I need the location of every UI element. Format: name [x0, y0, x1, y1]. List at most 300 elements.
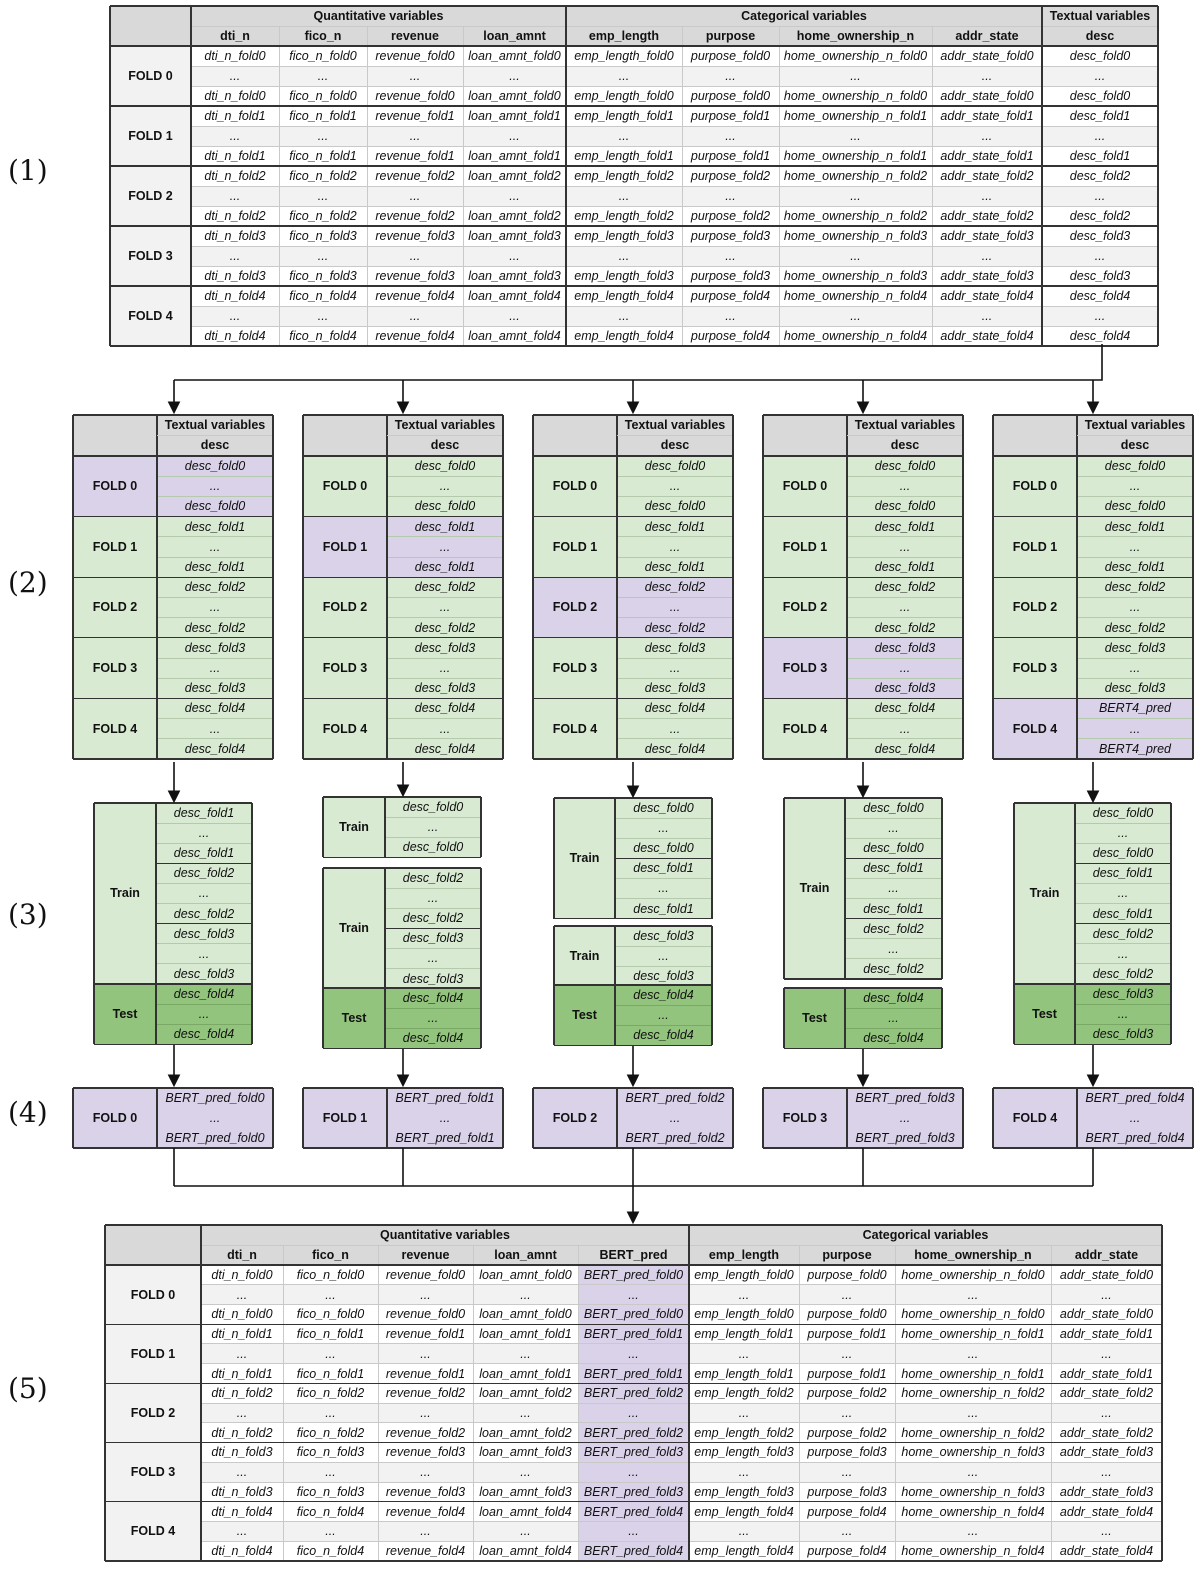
data-cell: dti_n_fold2: [201, 1423, 283, 1443]
desc-cell: desc_fold4: [615, 985, 712, 1005]
data-cell: loan_amnt_fold4: [463, 326, 566, 346]
ellipsis-cell: ...: [578, 1344, 689, 1364]
data-cell: fico_n_fold4: [279, 286, 367, 306]
fold-label: FOLD 4: [110, 286, 191, 346]
data-cell: addr_state_fold2: [932, 206, 1042, 226]
step-label: (1): [8, 154, 48, 187]
data-cell: addr_state_fold1: [1051, 1364, 1162, 1384]
ellipsis-cell: ...: [191, 126, 279, 146]
desc-cell: desc_fold3: [847, 678, 963, 698]
ellipsis-cell: ...: [799, 1403, 895, 1423]
ellipsis-cell: ...: [156, 944, 252, 964]
data-cell: emp_length_fold4: [689, 1541, 799, 1561]
fold-label: FOLD 1: [993, 517, 1077, 578]
desc-cell: desc_fold4: [387, 739, 503, 759]
data-cell: BERT_pred_fold4: [578, 1502, 689, 1522]
desc-cell: desc_fold3: [387, 638, 503, 658]
data-cell: fico_n_fold3: [283, 1482, 378, 1502]
data-cell: loan_amnt_fold0: [463, 86, 566, 106]
desc-cell: desc_fold0: [387, 456, 503, 476]
desc-cell: desc_fold2: [387, 618, 503, 638]
column-header: revenue: [378, 1245, 473, 1265]
ellipsis-cell: ...: [463, 306, 566, 326]
data-cell: revenue_fold3: [367, 226, 463, 246]
desc-cell: desc_fold0: [385, 837, 481, 857]
desc-cell: desc_fold4: [615, 1025, 712, 1045]
desc-cell: desc_fold3: [617, 638, 733, 658]
desc-cell: desc_fold3: [157, 638, 273, 658]
desc-cell: desc_fold4: [157, 739, 273, 759]
data-cell: revenue_fold4: [367, 326, 463, 346]
data-cell: emp_length_fold4: [566, 326, 682, 346]
desc-cell: desc_fold0: [1075, 803, 1171, 823]
data-cell: fico_n_fold0: [283, 1304, 378, 1324]
fold-label: FOLD 0: [993, 456, 1077, 517]
fold-label-holdout: FOLD 3: [763, 638, 847, 699]
desc-cell: desc_fold2: [617, 577, 733, 597]
fold-label: FOLD 4: [993, 1088, 1077, 1148]
data-cell: loan_amnt_fold4: [463, 286, 566, 306]
data-cell: revenue_fold4: [378, 1541, 473, 1561]
ellipsis-cell: ...: [157, 597, 273, 617]
ellipsis-cell: ...: [279, 126, 367, 146]
desc-cell: desc_fold3: [156, 924, 252, 944]
fold-label: FOLD 0: [303, 456, 387, 517]
fold-label: FOLD 4: [533, 698, 617, 759]
ellipsis-cell: ...: [201, 1285, 283, 1305]
ellipsis-cell: ...: [387, 658, 503, 678]
data-cell: emp_length_fold3: [566, 266, 682, 286]
data-cell: revenue_fold1: [367, 146, 463, 166]
ellipsis-cell: ...: [191, 186, 279, 206]
ellipsis-cell: ...: [201, 1521, 283, 1541]
ellipsis-cell: ...: [895, 1462, 1051, 1482]
ellipsis-cell: ...: [689, 1521, 799, 1541]
data-cell: emp_length_fold2: [689, 1423, 799, 1443]
fold-label-holdout: FOLD 0: [73, 456, 157, 517]
fold-label: FOLD 1: [105, 1324, 201, 1383]
data-cell: home_ownership_n_fold1: [895, 1364, 1051, 1384]
data-cell: purpose_fold1: [682, 106, 779, 126]
ellipsis-cell: ...: [378, 1403, 473, 1423]
ellipsis-cell: ...: [932, 66, 1042, 86]
desc-cell: desc_fold1: [156, 803, 252, 823]
fold-label-holdout: FOLD 2: [533, 577, 617, 638]
data-cell: revenue_fold2: [378, 1383, 473, 1403]
data-cell: dti_n_fold4: [201, 1541, 283, 1561]
data-cell: loan_amnt_fold3: [473, 1443, 578, 1463]
data-cell: fico_n_fold2: [279, 166, 367, 186]
data-cell: home_ownership_n_fold4: [779, 286, 932, 306]
ellipsis-cell: ...: [1077, 476, 1193, 496]
data-cell: loan_amnt_fold0: [473, 1304, 578, 1324]
data-cell: addr_state_fold0: [1051, 1265, 1162, 1285]
data-cell: home_ownership_n_fold1: [779, 106, 932, 126]
data-cell: dti_n_fold3: [191, 266, 279, 286]
ellipsis-cell: ...: [682, 186, 779, 206]
data-cell: loan_amnt_fold3: [463, 226, 566, 246]
data-cell: purpose_fold3: [682, 266, 779, 286]
ellipsis-cell: ...: [578, 1403, 689, 1423]
desc-cell: desc_fold0: [847, 496, 963, 516]
data-cell: fico_n_fold3: [279, 226, 367, 246]
desc-cell: desc_fold1: [617, 517, 733, 537]
ellipsis-cell: ...: [367, 126, 463, 146]
desc-cell: desc_fold4: [387, 698, 503, 718]
ellipsis-cell: ...: [1077, 537, 1193, 557]
data-cell: BERT_pred_fold2: [578, 1383, 689, 1403]
ellipsis-cell: ...: [845, 1008, 942, 1028]
ellipsis-cell: ...: [615, 946, 712, 966]
group-header: Categorical variables: [566, 6, 1042, 26]
data-cell: loan_amnt_fold2: [463, 206, 566, 226]
data-cell: addr_state_fold3: [1051, 1443, 1162, 1463]
ellipsis-cell: ...: [895, 1285, 1051, 1305]
data-cell: revenue_fold2: [367, 166, 463, 186]
fold-label: FOLD 0: [73, 1088, 157, 1148]
data-cell: BERT_pred_fold0: [578, 1304, 689, 1324]
data-cell: fico_n_fold4: [283, 1502, 378, 1522]
data-cell: purpose_fold0: [682, 86, 779, 106]
data-cell: purpose_fold1: [799, 1324, 895, 1344]
group-header: Textual variables: [847, 415, 963, 435]
data-cell: emp_length_fold1: [689, 1364, 799, 1384]
ellipsis-cell: ...: [845, 878, 942, 898]
bert-pred-cell: BERT_pred_fold0: [157, 1128, 273, 1148]
ellipsis-cell: ...: [473, 1521, 578, 1541]
desc-cell: desc_fold3: [1075, 984, 1171, 1004]
bert-pred-cell: BERT_pred_fold2: [617, 1088, 733, 1108]
ellipsis-cell: ...: [1051, 1462, 1162, 1482]
column-header: fico_n: [283, 1245, 378, 1265]
data-cell: addr_state_fold4: [1051, 1502, 1162, 1522]
group-header: Quantitative variables: [191, 6, 566, 26]
ellipsis-cell: ...: [157, 537, 273, 557]
ellipsis-cell: ...: [1077, 1108, 1193, 1128]
ellipsis-cell: ...: [191, 306, 279, 326]
desc-cell: desc_fold0: [845, 798, 942, 818]
data-cell: emp_length_fold3: [689, 1443, 799, 1463]
data-cell: emp_length_fold1: [566, 106, 682, 126]
data-cell: home_ownership_n_fold2: [895, 1423, 1051, 1443]
column-header: loan_amnt: [473, 1245, 578, 1265]
ellipsis-cell: ...: [279, 306, 367, 326]
desc-cell: desc_fold2: [1077, 618, 1193, 638]
ellipsis-cell: ...: [895, 1403, 1051, 1423]
desc-cell: desc_fold0: [157, 496, 273, 516]
ellipsis-cell: ...: [779, 126, 932, 146]
desc-cell: desc_fold4: [617, 698, 733, 718]
ellipsis-cell: ...: [387, 719, 503, 739]
desc-cell: desc_fold3: [385, 969, 481, 989]
ellipsis-cell: ...: [367, 246, 463, 266]
data-cell: fico_n_fold0: [279, 86, 367, 106]
data-cell: addr_state_fold3: [932, 266, 1042, 286]
desc-cell: desc_fold4: [385, 1028, 481, 1048]
ellipsis-cell: ...: [157, 719, 273, 739]
desc-cell: desc_fold3: [847, 638, 963, 658]
data-cell: loan_amnt_fold0: [463, 46, 566, 66]
bert-pred-cell: BERT_pred_fold2: [617, 1128, 733, 1148]
column-header: desc: [617, 435, 733, 455]
group-header: Textual variables: [1077, 415, 1193, 435]
ellipsis-cell: ...: [156, 823, 252, 843]
desc-cell: desc_fold1: [847, 517, 963, 537]
train-block: Train: [323, 868, 385, 989]
ellipsis-cell: ...: [682, 66, 779, 86]
data-cell: addr_state_fold3: [932, 226, 1042, 246]
ellipsis-cell: ...: [463, 66, 566, 86]
column-header: loan_amnt: [463, 26, 566, 46]
fold-label: FOLD 3: [73, 638, 157, 699]
data-cell: dti_n_fold2: [191, 166, 279, 186]
group-header: Quantitative variables: [201, 1225, 689, 1245]
ellipsis-cell: ...: [378, 1521, 473, 1541]
desc-cell: desc_fold2: [847, 577, 963, 597]
ellipsis-cell: ...: [779, 186, 932, 206]
step-label: (3): [8, 898, 48, 931]
data-cell: fico_n_fold2: [283, 1383, 378, 1403]
ellipsis-cell: ...: [689, 1344, 799, 1364]
desc-cell: desc_fold2: [156, 904, 252, 924]
desc-cell: desc_fold1: [617, 557, 733, 577]
column-header: desc: [387, 435, 503, 455]
test-block: Test: [784, 988, 845, 1048]
desc-cell: desc_fold1: [156, 843, 252, 863]
data-cell: desc_fold3: [1042, 226, 1158, 246]
data-cell: fico_n_fold4: [279, 326, 367, 346]
desc-cell: desc_fold0: [157, 456, 273, 476]
data-cell: loan_amnt_fold1: [463, 106, 566, 126]
column-header: emp_length: [689, 1245, 799, 1265]
data-cell: purpose_fold1: [682, 146, 779, 166]
desc-cell: desc_fold2: [1075, 924, 1171, 944]
data-cell: fico_n_fold1: [283, 1324, 378, 1344]
fold-label: FOLD 3: [993, 638, 1077, 699]
desc-cell: desc_fold2: [847, 618, 963, 638]
train-block: Train: [1014, 803, 1075, 984]
ellipsis-cell: ...: [932, 186, 1042, 206]
ellipsis-cell: ...: [799, 1462, 895, 1482]
desc-cell: desc_fold3: [385, 928, 481, 948]
data-cell: revenue_fold0: [378, 1304, 473, 1324]
desc-cell: desc_fold3: [157, 678, 273, 698]
data-cell: fico_n_fold3: [283, 1443, 378, 1463]
data-cell: addr_state_fold2: [932, 166, 1042, 186]
data-cell: loan_amnt_fold2: [473, 1423, 578, 1443]
ellipsis-cell: ...: [463, 246, 566, 266]
data-cell: home_ownership_n_fold0: [895, 1304, 1051, 1324]
column-header: fico_n: [279, 26, 367, 46]
desc-cell: desc_fold1: [1075, 904, 1171, 924]
ellipsis-cell: ...: [387, 597, 503, 617]
data-cell: addr_state_fold1: [932, 106, 1042, 126]
bert-pred-cell: BERT_pred_fold4: [1077, 1128, 1193, 1148]
fold-label: FOLD 1: [763, 517, 847, 578]
ellipsis-cell: ...: [682, 246, 779, 266]
ellipsis-cell: ...: [566, 246, 682, 266]
desc-cell: desc_fold0: [385, 797, 481, 817]
ellipsis-cell: ...: [387, 537, 503, 557]
ellipsis-cell: ...: [617, 476, 733, 496]
fold-label: FOLD 0: [105, 1265, 201, 1324]
ellipsis-cell: ...: [283, 1285, 378, 1305]
data-cell: home_ownership_n_fold3: [895, 1482, 1051, 1502]
data-cell: emp_length_fold0: [566, 46, 682, 66]
fold-label: FOLD 1: [73, 517, 157, 578]
fold-label: FOLD 2: [303, 577, 387, 638]
ellipsis-cell: ...: [566, 66, 682, 86]
column-header: purpose: [682, 26, 779, 46]
desc-cell: desc_fold3: [1077, 638, 1193, 658]
data-cell: purpose_fold3: [799, 1482, 895, 1502]
data-cell: purpose_fold1: [799, 1364, 895, 1384]
ellipsis-cell: ...: [1051, 1521, 1162, 1541]
data-cell: home_ownership_n_fold4: [895, 1502, 1051, 1522]
data-cell: loan_amnt_fold2: [473, 1383, 578, 1403]
data-cell: BERT_pred_fold2: [578, 1423, 689, 1443]
desc-cell: desc_fold3: [615, 966, 712, 986]
ellipsis-cell: ...: [895, 1344, 1051, 1364]
ellipsis-cell: ...: [847, 658, 963, 678]
desc-cell: desc_fold2: [387, 577, 503, 597]
data-cell: BERT_pred_fold3: [578, 1482, 689, 1502]
data-cell: home_ownership_n_fold4: [895, 1541, 1051, 1561]
data-cell: dti_n_fold3: [191, 226, 279, 246]
desc-cell: desc_fold0: [847, 456, 963, 476]
data-cell: home_ownership_n_fold4: [779, 326, 932, 346]
ellipsis-cell: ...: [682, 126, 779, 146]
data-cell: desc_fold2: [1042, 206, 1158, 226]
desc-cell: desc_fold1: [157, 517, 273, 537]
step-label: (2): [8, 566, 48, 599]
ellipsis-cell: ...: [847, 476, 963, 496]
data-cell: emp_length_fold0: [566, 86, 682, 106]
ellipsis-cell: ...: [779, 246, 932, 266]
ellipsis-cell: ...: [1042, 186, 1158, 206]
desc-cell: desc_fold4: [157, 698, 273, 718]
data-cell: emp_length_fold4: [689, 1502, 799, 1522]
ellipsis-cell: ...: [387, 1108, 503, 1128]
desc-cell: desc_fold1: [845, 899, 942, 919]
data-cell: loan_amnt_fold3: [473, 1482, 578, 1502]
desc-cell: desc_fold0: [1077, 456, 1193, 476]
data-cell: dti_n_fold0: [191, 86, 279, 106]
data-cell: BERT_pred_fold1: [578, 1364, 689, 1384]
data-cell: emp_length_fold4: [566, 286, 682, 306]
ellipsis-cell: ...: [191, 66, 279, 86]
ellipsis-cell: ...: [279, 66, 367, 86]
ellipsis-cell: ...: [617, 719, 733, 739]
ellipsis-cell: ...: [157, 476, 273, 496]
fold-label: FOLD 2: [105, 1383, 201, 1442]
ellipsis-cell: ...: [473, 1462, 578, 1482]
step-label: (4): [8, 1096, 48, 1129]
desc-cell: BERT4_pred: [1077, 698, 1193, 718]
desc-cell: desc_fold0: [617, 496, 733, 516]
ellipsis-cell: ...: [617, 537, 733, 557]
bert-pred-cell: BERT_pred_fold1: [387, 1128, 503, 1148]
ellipsis-cell: ...: [463, 126, 566, 146]
ellipsis-cell: ...: [779, 306, 932, 326]
data-cell: fico_n_fold3: [279, 266, 367, 286]
test-block: Test: [1014, 984, 1075, 1044]
desc-cell: desc_fold4: [156, 1024, 252, 1044]
ellipsis-cell: ...: [473, 1344, 578, 1364]
desc-cell: desc_fold3: [1077, 678, 1193, 698]
desc-cell: desc_fold4: [847, 739, 963, 759]
data-cell: dti_n_fold0: [201, 1265, 283, 1285]
data-cell: revenue_fold2: [378, 1423, 473, 1443]
ellipsis-cell: ...: [845, 818, 942, 838]
connector: [174, 344, 1102, 380]
ellipsis-cell: ...: [157, 658, 273, 678]
ellipsis-cell: ...: [378, 1285, 473, 1305]
ellipsis-cell: ...: [847, 537, 963, 557]
data-cell: home_ownership_n_fold3: [779, 266, 932, 286]
data-cell: revenue_fold4: [367, 286, 463, 306]
data-cell: loan_amnt_fold4: [473, 1502, 578, 1522]
group-header: Textual variables: [1042, 6, 1158, 26]
desc-cell: desc_fold1: [615, 858, 712, 878]
desc-cell: desc_fold2: [157, 618, 273, 638]
data-cell: dti_n_fold4: [201, 1502, 283, 1522]
ellipsis-cell: ...: [845, 939, 942, 959]
fold-label: FOLD 1: [303, 1088, 387, 1148]
desc-cell: desc_fold0: [387, 496, 503, 516]
data-cell: revenue_fold3: [378, 1482, 473, 1502]
desc-cell: desc_fold1: [387, 557, 503, 577]
train-block: Train: [323, 797, 385, 857]
ellipsis-cell: ...: [689, 1285, 799, 1305]
fold-label: FOLD 4: [105, 1502, 201, 1561]
fold-label: FOLD 0: [110, 46, 191, 106]
data-cell: loan_amnt_fold1: [463, 146, 566, 166]
ellipsis-cell: ...: [385, 888, 481, 908]
ellipsis-cell: ...: [615, 878, 712, 898]
desc-cell: desc_fold3: [387, 678, 503, 698]
data-cell: purpose_fold3: [682, 226, 779, 246]
ellipsis-cell: ...: [1042, 306, 1158, 326]
ellipsis-cell: ...: [1051, 1285, 1162, 1305]
data-cell: revenue_fold1: [378, 1364, 473, 1384]
ellipsis-cell: ...: [617, 658, 733, 678]
desc-cell: desc_fold1: [387, 517, 503, 537]
ellipsis-cell: ...: [578, 1462, 689, 1482]
data-cell: addr_state_fold3: [1051, 1482, 1162, 1502]
data-cell: desc_fold4: [1042, 326, 1158, 346]
data-cell: purpose_fold4: [799, 1541, 895, 1561]
test-block: Test: [323, 988, 385, 1048]
ellipsis-cell: ...: [1042, 66, 1158, 86]
fold-label: FOLD 4: [303, 698, 387, 759]
desc-cell: desc_fold2: [845, 919, 942, 939]
data-cell: home_ownership_n_fold0: [779, 86, 932, 106]
desc-cell: desc_fold2: [1075, 964, 1171, 984]
ellipsis-cell: ...: [367, 186, 463, 206]
ellipsis-cell: ...: [578, 1521, 689, 1541]
bert-pred-cell: BERT_pred_fold3: [847, 1088, 963, 1108]
column-header: purpose: [799, 1245, 895, 1265]
column-header: addr_state: [1051, 1245, 1162, 1265]
desc-cell: desc_fold0: [617, 456, 733, 476]
data-cell: dti_n_fold4: [191, 286, 279, 306]
data-cell: purpose_fold2: [682, 206, 779, 226]
ellipsis-cell: ...: [283, 1344, 378, 1364]
data-cell: desc_fold1: [1042, 146, 1158, 166]
data-cell: emp_length_fold2: [689, 1383, 799, 1403]
data-cell: home_ownership_n_fold0: [895, 1265, 1051, 1285]
